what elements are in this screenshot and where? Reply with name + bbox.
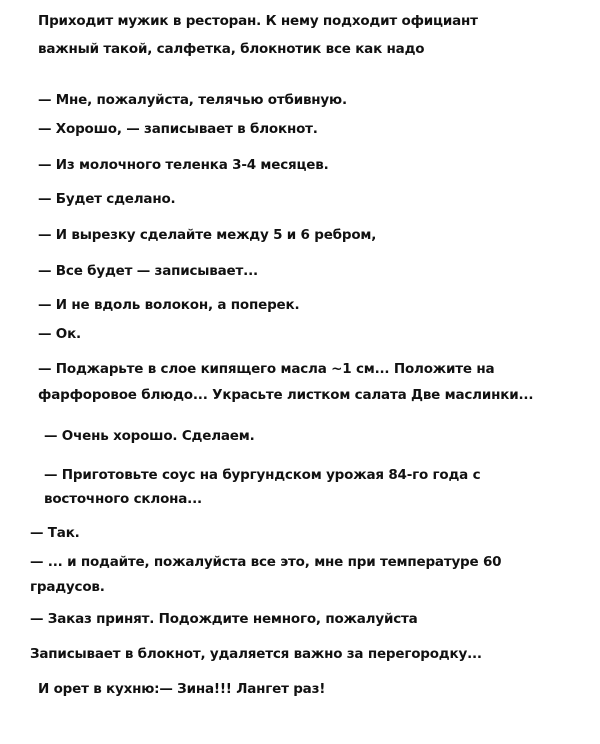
dialogue-line-16: градусов.: [30, 579, 105, 595]
dialogue-line-4: — Будет сделано.: [38, 191, 176, 207]
dialogue-line-10: фарфоровое блюдо... Украсьте листком салата Две маслинки...: [38, 387, 534, 403]
intro-line-1: Приходит мужик в ресторан. К нему подходит официант: [38, 13, 478, 29]
dialogue-line-8: — Ок.: [38, 326, 81, 342]
dialogue-line-17: — Заказ принят. Подождите немного, пожалуйста: [30, 611, 418, 627]
dialogue-line-6: — Все будет — записывает...: [38, 263, 258, 279]
dialogue-line-12: — Приготовьте соус на бургундском урожая 84-го года с: [44, 467, 481, 483]
dialogue-line-15: — ... и подайте, пожалуйста все это, мне при температуре 60: [30, 554, 502, 570]
dialogue-line-2: — Хорошо, — записывает в блокнот.: [38, 121, 318, 137]
dialogue-line-5: — И вырезку сделайте между 5 и 6 ребром,: [38, 227, 377, 243]
dialogue-line-1: — Мне, пожалуйста, телячью отбивную.: [38, 92, 347, 108]
intro-line-2: важный такой, салфетка, блокнотик все как надо: [38, 41, 425, 57]
dialogue-line-13: восточного склона...: [44, 491, 202, 507]
dialogue-line-14: — Так.: [30, 525, 80, 541]
dialogue-line-7: — И не вдоль волокон, а поперек.: [38, 297, 300, 313]
dialogue-line-3: — Из молочного теленка 3-4 месяцев.: [38, 157, 329, 173]
outro-line-1: Записывает в блокнот, удаляется важно за перегородку...: [30, 646, 482, 662]
dialogue-line-11: — Очень хорошо. Сделаем.: [44, 428, 255, 444]
outro-line-2: И орет в кухню:— Зина!!! Лангет раз!: [38, 681, 326, 697]
dialogue-line-9: — Поджарьте в слое кипящего масла ~1 см... Положите на: [38, 361, 495, 377]
